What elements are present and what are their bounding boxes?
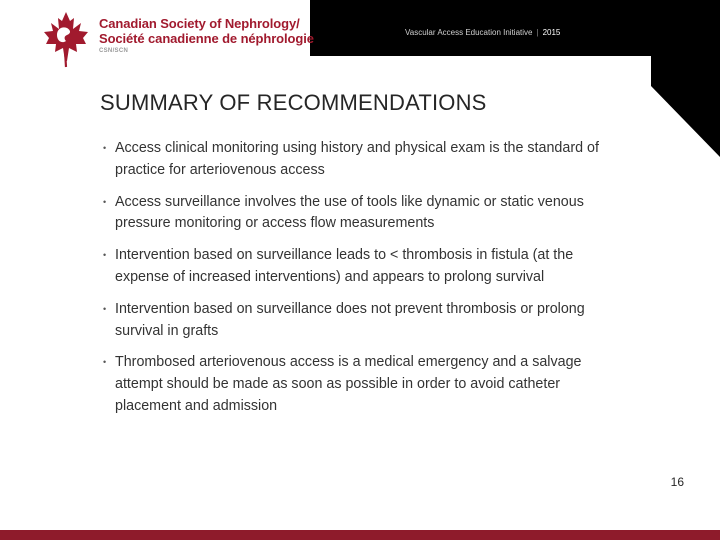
maple-leaf-kidney-icon (43, 11, 89, 69)
org-name-en: Canadian Society of Nephrology/ (99, 16, 300, 31)
bottom-bar (0, 530, 720, 540)
header-separator: | (536, 28, 539, 37)
bullet-dot-icon: • (103, 196, 107, 207)
bullet-text: Access clinical monitoring using history and physical exam is the standard of practice for arteriovenous access (115, 140, 599, 178)
bullet-list (100, 138, 625, 428)
bullet-text: Thrombosed arteriovenous access is a medical emergency and a salvage attempt should be made as soon as possible in order to avoid catheter placement and admission (115, 354, 582, 414)
page-number: 16 (670, 475, 684, 489)
org-abbr: CSN/SCN (99, 48, 129, 54)
bullet-dot-icon: • (103, 250, 107, 261)
bullet-text: Intervention based on surveillance does not prevent thrombosis or prolong survival in grafts (115, 300, 585, 339)
bullet-item (100, 352, 625, 417)
org-name-fr: Société canadienne de néphrologie (99, 31, 314, 46)
header-year: 2015 (542, 28, 561, 37)
slide-title: SUMMARY OF RECOMMENDATIONS (100, 90, 487, 115)
bullet-dot-icon: • (103, 143, 107, 153)
bullet-dot-icon: • (103, 357, 107, 368)
bullet-text: Intervention based on surveillance leads to < thrombosis in fistula (at the expense of increased interventions) and appears to prolong survival (115, 247, 574, 285)
bullet-dot-icon: • (103, 303, 107, 314)
initiative-label: Vascular Access Education Initiative (405, 28, 533, 37)
header-text (405, 28, 560, 37)
bullet-item (100, 245, 625, 289)
bullet-item (100, 299, 625, 343)
logo-panel (0, 0, 314, 70)
bullet-item (100, 192, 625, 236)
bullet-item (100, 138, 625, 182)
bullet-text: Access surveillance involves the use of tools like dynamic or static venous pressure monitoring or access flow measurements (115, 193, 584, 232)
